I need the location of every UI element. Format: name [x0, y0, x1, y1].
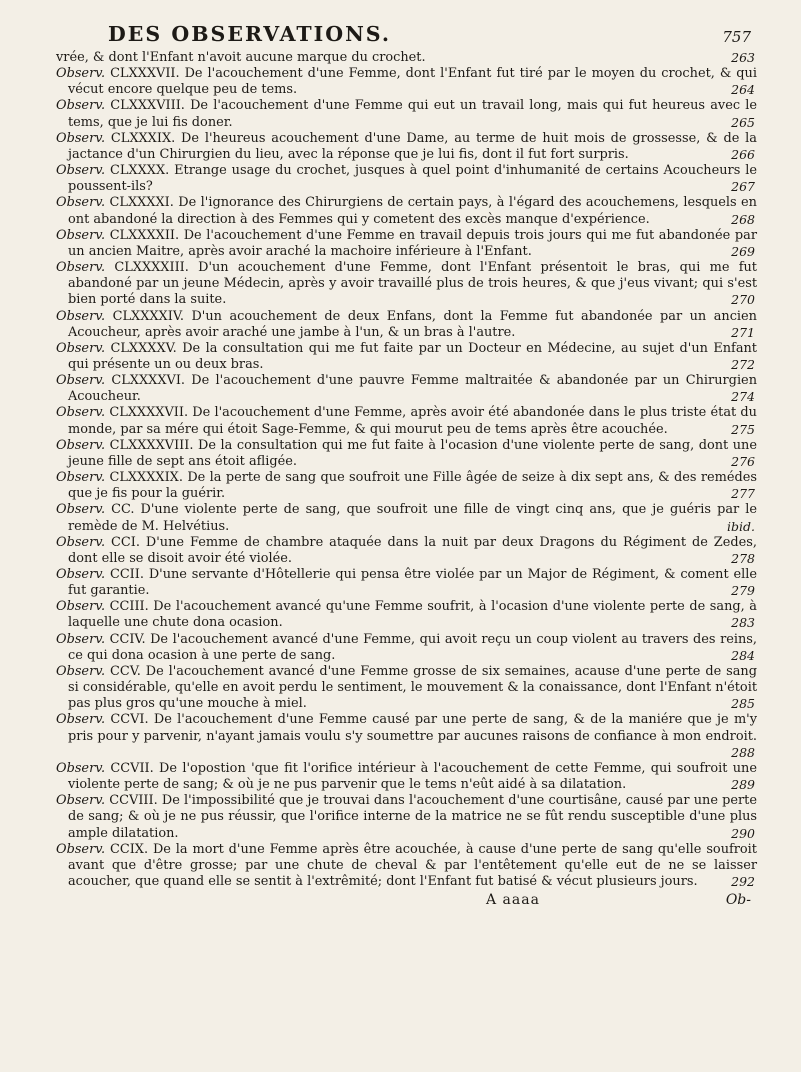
- entry-label: Observ.: [56, 195, 106, 211]
- entry-text: CCI. D'une Femme de chambre ataquée dans la nuit par deux Dragons du Régiment de Zedes, dont elle se disoit avoir été violée.: [68, 534, 757, 566]
- list-item: [56, 567, 757, 599]
- entry-text: CLXXXXI. De l'ignorance des Chirurgiens de certain pays, à l'égard des acouchemens, lesquels en ont abandoné la direction à des Femmes qui y cometent des excès manque d'expérience.: [68, 195, 757, 227]
- page-number: 757: [722, 28, 751, 46]
- list-item: [56, 599, 757, 631]
- entry-label: Observ.: [56, 841, 106, 857]
- running-head: [56, 18, 757, 50]
- entry-page-number: 284: [731, 647, 755, 663]
- list-item: [56, 793, 757, 841]
- entry-text: CLXXXXIX. De la perte de sang que soufroit une Fille âgée de seize à dix sept ans, & des remédes que je fis pour la guérir.: [68, 470, 757, 502]
- entry-page-number: 267: [731, 179, 755, 195]
- entry-label: Observ.: [56, 760, 106, 776]
- entry-label: Observ.: [56, 405, 106, 421]
- list-item: [56, 502, 757, 534]
- entry-page-number: 268: [731, 211, 755, 227]
- entry-label: Observ.: [56, 712, 106, 728]
- entry-text: CLXXXXVIII. De la consultation qui me fut faite à l'ocasion d'une violente perte de sang, dont une jeune fille de sept ans étoit afligée.: [68, 437, 757, 469]
- entry-text: CLXXXXIII. D'un acouchement d'une Femme, dont l'Enfant présentoit le bras, qui me fut abandoné par un jeune Médecin, après y avoir travaillé plus de trois heures, & que j'eus vivant; qui s'est bien porté dans la suite.: [68, 260, 757, 308]
- entry-page-number: 276: [731, 453, 755, 469]
- entry-label: Observ.: [56, 260, 106, 276]
- entry-text: CLXXXXVI. De l'acouchement d'une pauvre Femme maltraitée & abandonée par un Chirurgien Acoucheur.: [68, 373, 757, 405]
- page-footer: [56, 892, 757, 912]
- entry-label: Observ.: [56, 373, 106, 389]
- entry-page-number: 275: [731, 421, 755, 437]
- entry-page-number: 264: [731, 82, 755, 98]
- list-item: [56, 438, 757, 470]
- list-item: [56, 163, 757, 195]
- entry-label: Observ.: [56, 98, 106, 114]
- table-of-observations: [56, 50, 757, 890]
- list-item: [56, 309, 757, 341]
- list-item: [56, 98, 757, 130]
- list-item: [56, 195, 757, 227]
- entry-label: Observ.: [56, 599, 106, 615]
- entry-label: Observ.: [56, 340, 106, 356]
- entry-page-number: 272: [731, 356, 755, 372]
- entry-page-number: 263: [731, 50, 755, 65]
- list-item: [56, 405, 757, 437]
- list-item: [56, 632, 757, 664]
- entry-page-number: 271: [731, 324, 755, 340]
- entry-label: Observ.: [56, 227, 106, 243]
- entry-text: CCV. De l'acouchement avancé d'une Femme grosse de six semaines, acause d'une perte de sang si considérable, qu'elle en avoit perdu le sentiment, le mouvement & la conaissance, dont l'Enfant n'étoit pas plus gros qu'une mouche à miel.: [68, 663, 757, 712]
- entry-text: CCIX. De la mort d'une Femme après être acouchée, à cause d'une perte de sang qu'elle soufroit avant que d'être grosse; par une chute de cheval & par l'entêtement qu'elle eut de ne se laisser acoucher, que quand elle se sentit à l'extrêmité; dont l'Enfant fut batisé & vécut plusieurs jours.: [68, 841, 757, 889]
- list-item: [56, 373, 757, 405]
- entry-page-number: 265: [731, 114, 755, 130]
- entry-label: Observ.: [56, 308, 106, 324]
- entry-label: Observ.: [56, 66, 106, 82]
- entry-text: CLXXXX. Etrange usage du crochet, jusques à quel point d'inhumanité de certains Acoucheurs le poussent-ils?: [68, 163, 757, 195]
- entry-text: CCII. D'une servante d'Hôtellerie qui pensa être violée par un Major de Régiment, & coment elle fut garantie.: [68, 567, 757, 599]
- entry-label: Observ.: [56, 534, 106, 550]
- entry-page-number: 270: [731, 292, 755, 308]
- entry-label: Observ.: [56, 163, 106, 179]
- list-item: [56, 66, 757, 98]
- entry-page-number: 266: [731, 146, 755, 162]
- entry-page-number: 288: [731, 744, 755, 760]
- entry-label: Observ.: [56, 502, 106, 518]
- catchword: Ob-: [725, 892, 751, 909]
- entry-page-number: 290: [731, 825, 755, 841]
- list-item: [56, 50, 757, 66]
- list-item: [56, 228, 757, 260]
- entry-text: CLXXXIX. De l'heureus acouchement d'une Dame, au terme de huit mois de grossesse, & de la jactance d'un Chirurgien du lieu, avec la réponse que je lui fis, dont il fut fort surpris.: [68, 130, 757, 162]
- entry-page-number: 283: [731, 615, 755, 631]
- entry-page-number: 279: [731, 583, 755, 599]
- entry-page-number: 285: [731, 696, 755, 712]
- list-item: [56, 761, 757, 793]
- list-item: [56, 260, 757, 308]
- entry-text: CLXXXXV. De la consultation qui me fut faite par un Docteur en Médecine, au sujet d'un Enfant qui présente un ou deux bras.: [68, 340, 757, 372]
- entry-text: CCVIII. De l'impossibilité que je trouvai dans l'acouchement d'une courtisâne, causé par une perte de sang; & où je ne pus réussir, que l'orifice interne de la matrice ne se fût rendu susceptible d'une plus ample dilatation.: [68, 793, 757, 841]
- list-item: [56, 842, 757, 890]
- entry-label: Observ.: [56, 631, 106, 647]
- entry-page-number: ibid.: [727, 518, 755, 534]
- entry-text: CLXXXXII. De l'acouchement d'une Femme en travail depuis trois jours qui me fut abandonée par un ancien Maitre, après avoir araché la machoire inférieure à l'Enfant.: [68, 227, 757, 259]
- entry-label: Observ.: [56, 437, 106, 453]
- entry-text: CCIII. De l'acouchement avancé qu'une Femme soufrit, à l'ocasion d'une violente perte de sang, à laquelle une chute dona ocasion.: [68, 599, 757, 631]
- entry-text: CLXXXXIV. D'un acouchement de deux Enfans, dont la Femme fut abandonée par un ancien Acoucheur, après avoir araché une jambe à l'un, & un bras à l'autre.: [68, 308, 757, 340]
- entry-label: Observ.: [56, 470, 106, 486]
- entry-label: Observ.: [56, 663, 106, 679]
- entry-page-number: 274: [731, 389, 755, 405]
- signature-mark: A aaaa: [486, 892, 540, 909]
- entry-text: CCVI. De l'acouchement d'une Femme causé par une perte de sang, & de la maniére que je m'y pris pour y parvenir, n'ayant jamais voulu s'y soumettre par aucunes raisons de confiance à mon endroit.: [68, 712, 757, 744]
- list-item: [56, 712, 757, 760]
- entry-text: CCVII. De l'opostion 'que fit l'orifice intérieur à l'acouchement de cette Femme, qui soufroit une violente perte de sang; & où je ne pus parvenir que le tems n'eût aidé à sa dilatation.: [68, 760, 757, 793]
- list-item: [56, 341, 757, 373]
- list-item: [56, 131, 757, 163]
- entry-text: CLXXXVII. De l'acouchement d'une Femme, dont l'Enfant fut tiré par le moyen du crochet, & qui vécut encore quelque peu de tems.: [68, 66, 757, 98]
- entry-text: CC. D'une violente perte de sang, que soufroit une fille de vingt cinq ans, que je guéris par le remède de M. Helvétius.: [68, 502, 757, 534]
- entry-page-number: 289: [731, 777, 755, 793]
- entry-page-number: 292: [731, 873, 755, 889]
- list-item: [56, 470, 757, 502]
- entry-text: CLXXXXVII. De l'acouchement d'une Femme, après avoir été abandonée dans le plus triste état du monde, par sa mére qui étoit Sage-Femme, & qui mourut peu de tems après être acouchée.: [68, 405, 757, 437]
- running-title: DES OBSERVATIONS.: [108, 22, 392, 46]
- entry-label: Observ.: [56, 567, 106, 582]
- entry-page-number: 269: [731, 243, 755, 259]
- entry-page-number: 277: [731, 486, 755, 502]
- entry-page-number: 278: [731, 550, 755, 566]
- list-item: [56, 664, 757, 712]
- entry-label: Observ.: [56, 130, 106, 146]
- entry-text: CCIV. De l'acouchement avancé d'une Femme, qui avoit reçu un coup violent au travers des reins, ce qui dona ocasion à une perte de sang.: [68, 631, 757, 663]
- entry-text: CLXXXVIII. De l'acouchement d'une Femme qui eut un travail long, mais qui fut heureus avec le tems, que je lui fis doner.: [68, 98, 757, 130]
- entry-text: vrée, & dont l'Enfant n'avoit aucune marque du crochet.: [56, 50, 426, 65]
- entry-label: Observ.: [56, 793, 106, 809]
- list-item: [56, 535, 757, 567]
